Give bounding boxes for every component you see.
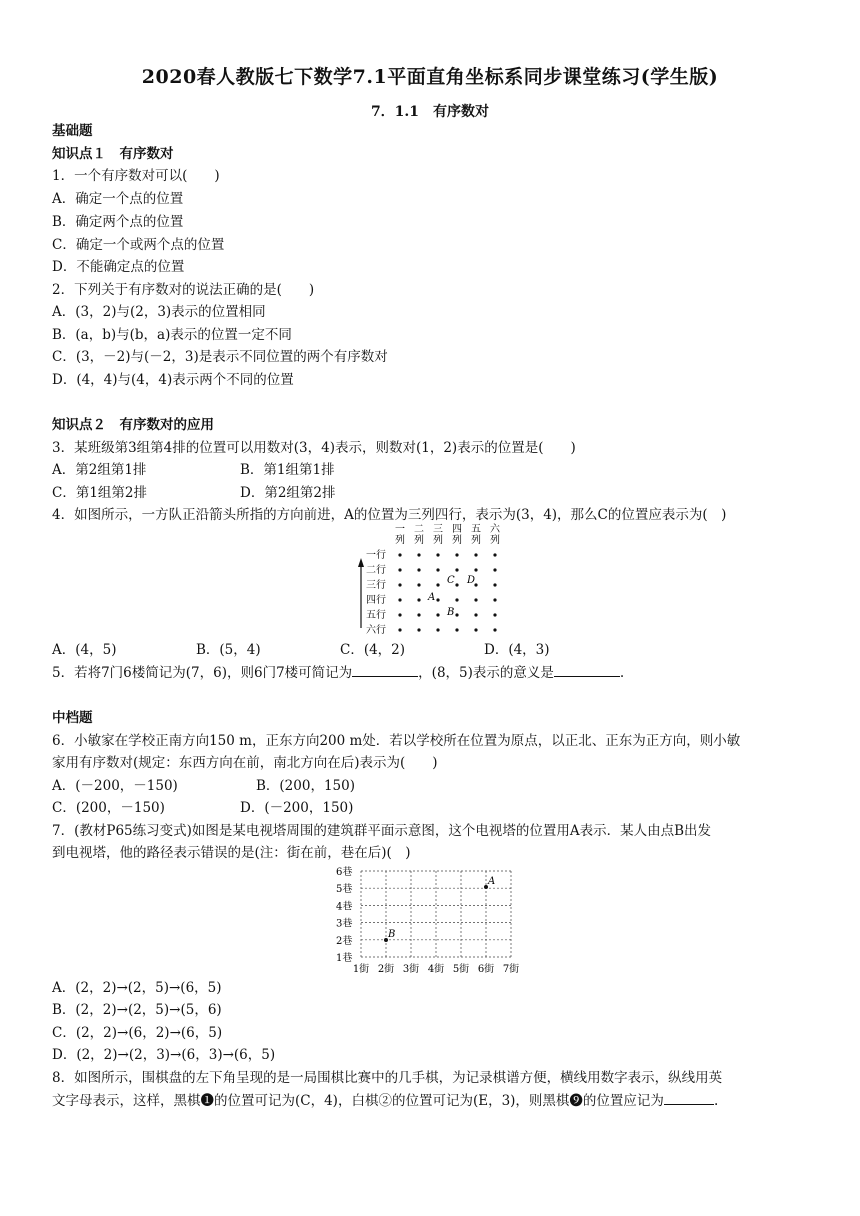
q1-option-c: C．确定一个或两个点的位置 <box>52 237 225 253</box>
q4-formation-figure <box>358 520 508 638</box>
q7-label-b: B <box>388 929 396 940</box>
q2-option-d: D．(4，4)与(4，4)表示两个不同的位置 <box>52 372 294 388</box>
q4-col-1-top: 一 <box>395 524 405 535</box>
q7-line-2: 到电视塔，他的路径表示错误的是(注：街在前，巷在后)( ) <box>52 845 411 861</box>
q6-option-c: C．(200，－150) <box>52 800 165 816</box>
q4-row-headers <box>366 549 386 636</box>
q8-line-2 <box>52 1092 718 1110</box>
q2-option-a: A．(3，2)与(2，3)表示的位置相同 <box>52 304 266 320</box>
q7-lane-label: 3巷 <box>336 918 353 930</box>
page-title: 2020春人教版七下数学7.1平面直角坐标系同步课堂练习(学生版) <box>141 66 719 88</box>
q4-option-c: C．(4，2) <box>340 642 406 658</box>
q4-col-2-top: 二 <box>414 524 424 535</box>
q6-option-a: A．(－200，－150) <box>52 778 178 794</box>
q4-dot <box>455 613 458 616</box>
q4-label-a: A <box>428 592 436 603</box>
q5-part-3: . <box>619 665 625 681</box>
q4-col-6-top: 六 <box>490 524 500 535</box>
q4-col-6-bottom: 列 <box>490 535 500 546</box>
q7-street-label: 1街 <box>352 964 370 975</box>
q4-dot <box>474 598 477 601</box>
section-heading-mid: 中档题 <box>52 710 93 726</box>
q8-line-2-end: . <box>713 1093 719 1109</box>
q4-dot <box>455 568 458 571</box>
q4-column-headers <box>395 523 501 546</box>
q4-option-b: B．(5，4) <box>196 642 261 658</box>
q8-answer-blank[interactable] <box>664 1092 714 1105</box>
q4-dot <box>474 628 477 631</box>
q7-lane-label: 2巷 <box>336 935 353 947</box>
q4-march-arrow <box>358 558 364 628</box>
q3-option-b: B．第1组第1排 <box>240 462 335 478</box>
q4-dot <box>455 598 458 601</box>
q3-option-c: C．第1组第2排 <box>52 485 148 501</box>
q1-option-d: D．不能确定点的位置 <box>52 259 185 275</box>
q2-stem: 2．下列关于有序数对的说法正确的是( ) <box>52 282 315 298</box>
q4-dot <box>493 568 496 571</box>
q2-option-b: B．(a，b)与(b，a)表示的位置一定不同 <box>52 327 292 343</box>
q7-street-label: 7街 <box>502 964 520 975</box>
q4-dot <box>493 598 496 601</box>
q4-col-4-top: 四 <box>452 524 462 535</box>
q4-dot <box>398 613 401 616</box>
q4-dot <box>417 613 420 616</box>
q2-option-c: C．(3，－2)与(－2，3)是表示不同位置的两个有序数对 <box>52 349 388 365</box>
q3-option-a: A．第2组第1排 <box>52 462 147 478</box>
q4-stem: 4．如图所示，一方队正沿箭头所指的方向前进，A的位置为三列四行，表示为(3，4)，那么C的位置应表示为( ) <box>52 507 727 523</box>
q1-stem: 1．一个有序数对可以( ) <box>52 168 220 184</box>
q5-line <box>52 664 624 682</box>
q4-col-3-top: 三 <box>433 524 443 535</box>
q4-dot <box>436 628 439 631</box>
q7-street-label: 4街 <box>427 964 445 975</box>
q4-col-2-bottom: 列 <box>414 535 424 546</box>
q4-dot <box>436 568 439 571</box>
q7-option-d: D．(2，2)→(2，3)→(6，3)→(6，5) <box>52 1047 276 1063</box>
q6-line-2: 家用有序数对(规定：东西方向在前，南北方向在后)表示为( ) <box>52 755 438 771</box>
q4-label-c: C <box>447 575 455 586</box>
q4-dot <box>417 553 420 556</box>
q7-lane-labels <box>336 865 352 964</box>
q4-option-a: A．(4，5) <box>52 642 117 658</box>
q4-row-2: 二行 <box>366 565 386 576</box>
q4-dot <box>493 628 496 631</box>
q1-option-a: A．确定一个点的位置 <box>52 191 184 207</box>
q6-line-1: 6．小敏家在学校正南方向150 m，正东方向200 m处．若以学校所在位置为原点，以正北、正东为正方向，则小敏 <box>52 733 741 749</box>
q1-option-b: B．确定两个点的位置 <box>52 214 184 230</box>
q4-option-d: D．(4，3) <box>484 642 550 658</box>
q8-line-1: 8．如图所示，围棋盘的左下角呈现的是一局围棋比赛中的几手棋，为记录棋谱方便，横线用数字表示，纵线用英 <box>52 1070 723 1086</box>
q7-lane-label: 1巷 <box>336 953 353 964</box>
q4-dot <box>398 568 401 571</box>
q7-option-a: A．(2，2)→(2，5)→(6，5) <box>52 980 222 996</box>
q4-dot <box>398 628 401 631</box>
q4-label-d: D <box>467 575 476 586</box>
q4-row-4: 四行 <box>366 595 386 606</box>
q4-dot <box>455 628 458 631</box>
q4-dot <box>436 553 439 556</box>
q4-dot <box>417 628 420 631</box>
section-heading-basic: 基础题 <box>52 123 93 139</box>
q5-blank-2[interactable] <box>554 664 620 677</box>
q6-option-d: D．(－200，150) <box>240 800 354 816</box>
q8-line-2-text: 文字母表示，这样，黑棋❶的位置可记为(C，4)，白棋②的位置可记为(E，3)，则黑棋❾的位置应记为 <box>52 1093 664 1109</box>
q4-row-1: 一行 <box>366 550 386 561</box>
q4-dot <box>398 598 401 601</box>
q5-part-1: 5．若将7门6楼简记为(7，6)，则6门7楼可简记为 <box>52 665 353 681</box>
q4-col-5-bottom: 列 <box>471 535 481 546</box>
q4-dot <box>436 598 439 601</box>
q4-dot <box>417 598 420 601</box>
q5-blank-1[interactable] <box>352 664 418 677</box>
q4-dot <box>455 553 458 556</box>
q7-street-map-figure <box>336 864 524 976</box>
q6-option-b: B．(200，150) <box>256 778 355 794</box>
q7-street-label: 6街 <box>477 964 495 975</box>
q4-row-6: 六行 <box>366 625 386 636</box>
q7-lane-label: 4巷 <box>336 901 353 913</box>
q4-col-1-bottom: 列 <box>395 535 405 546</box>
q7-line-1: 7．(教材P65练习变式)如图是某电视塔周围的建筑群平面示意图，这个电视塔的位置用A表示．某人由点B出发 <box>52 823 712 839</box>
q7-street-label: 5街 <box>452 964 470 975</box>
q4-col-3-bottom: 列 <box>433 535 443 546</box>
q4-dot <box>493 613 496 616</box>
q7-lane-label: 6巷 <box>336 867 353 878</box>
q4-label-b: B <box>447 607 455 618</box>
q4-soldier-dots <box>398 553 496 631</box>
q4-dot <box>455 583 458 586</box>
q7-lane-label: 5巷 <box>336 884 353 896</box>
q3-stem: 3．某班级第3组第4排的位置可以用数对(3，4)表示，则数对(1，2)表示的位置是( ) <box>52 440 576 456</box>
q4-dot <box>493 583 496 586</box>
q7-option-b: B．(2，2)→(2，5)→(5，6) <box>52 1002 222 1018</box>
q4-point-labels <box>427 575 475 618</box>
q4-dot <box>417 583 420 586</box>
knowledge-point-2: 知识点２ 有序数对的应用 <box>52 417 214 433</box>
q4-dot <box>398 553 401 556</box>
q7-label-a: A <box>488 876 496 887</box>
q4-dot <box>436 613 439 616</box>
q4-row-3: 三行 <box>366 580 386 591</box>
q4-dot <box>493 553 496 556</box>
q4-dot <box>398 583 401 586</box>
q5-part-2: ，(8，5)表示的意义是 <box>418 665 554 681</box>
q4-dot <box>436 583 439 586</box>
q4-dot <box>474 568 477 571</box>
q7-street-label: 2街 <box>377 964 395 975</box>
q7-street-label: 3街 <box>402 964 420 975</box>
q7-street-labels <box>353 962 519 975</box>
q4-dot <box>474 553 477 556</box>
q7-option-c: C．(2，2)→(6，2)→(6，5) <box>52 1025 223 1041</box>
q3-option-d: D．第2组第2排 <box>240 485 336 501</box>
page-subtitle: 7．1.1 有序数对 <box>370 104 490 120</box>
knowledge-point-1: 知识点１ 有序数对 <box>52 146 174 162</box>
q4-row-5: 五行 <box>366 610 386 621</box>
q4-dot <box>474 613 477 616</box>
q4-col-4-bottom: 列 <box>452 535 462 546</box>
q4-dot <box>417 568 420 571</box>
q4-col-5-top: 五 <box>471 524 481 535</box>
